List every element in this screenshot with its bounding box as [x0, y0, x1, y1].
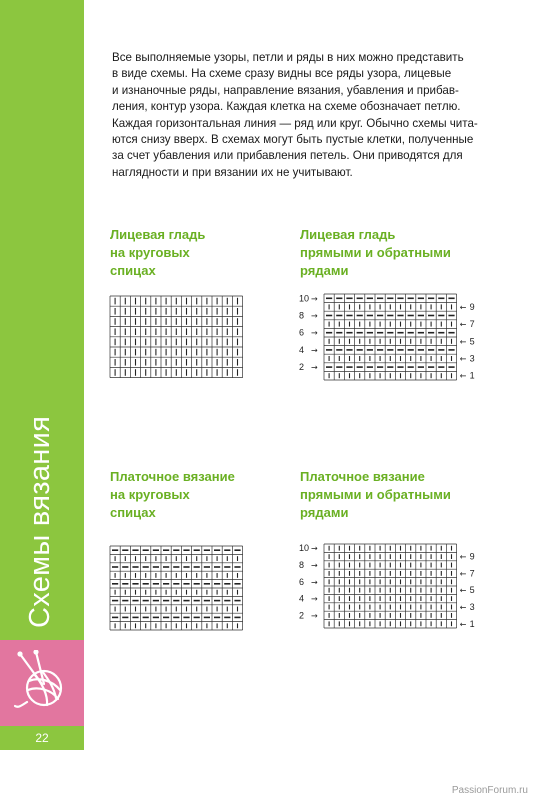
knitting-chart-stockinette-round: [108, 294, 248, 380]
title-line: рядами: [300, 263, 349, 278]
knitting-chart-garter-flat: [298, 542, 480, 634]
intro-line: ления, контур узора. Каждая клетка на схеме обозначает петлю.: [112, 100, 461, 114]
row-number-left: 10: [299, 293, 310, 304]
row-number-left: 4: [299, 344, 305, 355]
row-arrow-left-icon: ←: [459, 371, 467, 381]
row-number-right: 7: [469, 319, 475, 330]
row-number-right: 3: [469, 602, 475, 612]
intro-line: наглядности и при вязании их не учитывают.: [112, 165, 353, 179]
row-arrow-right-icon: →: [311, 611, 318, 621]
title-line: Платочное вязание: [300, 469, 425, 484]
title-line: рядами: [300, 505, 349, 520]
intro-line: Каждая горизонтальная линия — ряд или круг. Обычно схемы чита-: [112, 116, 478, 130]
title-line: на круговых: [110, 487, 190, 502]
intro-line: в виде схемы. На схеме сразу видны все ряды узора, лицевые: [112, 67, 452, 81]
title-line: прямыми и обратными: [300, 487, 451, 502]
row-number-right: 5: [469, 336, 475, 347]
diagram-title-garter-round: [110, 468, 235, 522]
row-number-left: 8: [299, 560, 305, 570]
row-arrow-right-icon: →: [311, 561, 318, 570]
row-number-right: 3: [469, 353, 475, 364]
row-arrow-left-icon: ←: [459, 320, 467, 330]
row-arrow-right-icon: →: [311, 345, 318, 355]
row-arrow-left-icon: ←: [459, 354, 467, 364]
row-number-right: 1: [469, 618, 475, 629]
row-number-right: 7: [469, 568, 475, 579]
row-arrow-left-icon: ←: [459, 552, 467, 562]
row-number-right: 9: [469, 551, 475, 562]
row-number-left: 8: [299, 310, 305, 321]
row-number-right: 5: [469, 585, 475, 596]
row-arrow-left-icon: ←: [459, 619, 467, 629]
row-arrow-left-icon: ←: [459, 337, 467, 347]
row-arrow-right-icon: →: [311, 594, 318, 604]
title-line: Лицевая гладь: [110, 227, 206, 242]
row-number-right: 9: [469, 301, 475, 312]
diagram-title-garter-flat: [300, 468, 451, 522]
row-arrow-right-icon: →: [311, 363, 318, 373]
row-number-left: 6: [299, 576, 305, 587]
watermark: PassionForum.ru: [451, 785, 528, 796]
row-number-left: 6: [299, 327, 305, 338]
title-line: Платочное вязание: [110, 469, 235, 484]
intro-line: за счет убавления или прибавления петель. Они приводятся для: [112, 149, 463, 163]
sidebar: [0, 0, 84, 800]
title-line: спицах: [110, 263, 156, 278]
row-arrow-right-icon: →: [311, 544, 318, 554]
title-line: на круговых: [110, 245, 190, 260]
knitting-chart-garter-round: [108, 544, 248, 634]
row-arrow-right-icon: →: [311, 328, 318, 338]
row-arrow-left-icon: ←: [459, 586, 467, 596]
row-arrow-right-icon: →: [311, 311, 318, 321]
row-arrow-left-icon: ←: [459, 569, 467, 579]
diagram-title-stockinette-flat: [300, 226, 451, 280]
knitting-chart-stockinette-flat: [298, 292, 480, 384]
intro-paragraph: [112, 50, 512, 181]
row-number-left: 4: [299, 593, 305, 604]
section-title: Схемы вязания: [24, 415, 56, 628]
title-line: прямыми и обратными: [300, 245, 451, 260]
intro-line: ются снизу вверх. В схемах могут быть пустые клетки, полученные: [112, 133, 474, 147]
row-number-left: 2: [299, 362, 305, 373]
page-number: 22: [35, 731, 49, 745]
row-number-right: 1: [469, 370, 475, 381]
row-number-left: 2: [299, 610, 305, 621]
yarn-ball-icon: [14, 650, 70, 712]
row-arrow-left-icon: ←: [459, 302, 467, 312]
row-arrow-right-icon: →: [311, 577, 318, 587]
row-arrow-right-icon: →: [311, 294, 318, 304]
title-line: Лицевая гладь: [300, 227, 396, 242]
intro-line: Все выполняемые узоры, петли и ряды в них можно представить: [112, 51, 464, 64]
title-line: спицах: [110, 505, 156, 520]
diagram-title-stockinette-round: [110, 226, 205, 280]
row-number-left: 10: [299, 543, 310, 554]
intro-line: и изнаночные ряды, направление вязания, убавления и прибав-: [112, 83, 459, 97]
row-arrow-left-icon: ←: [459, 603, 467, 612]
